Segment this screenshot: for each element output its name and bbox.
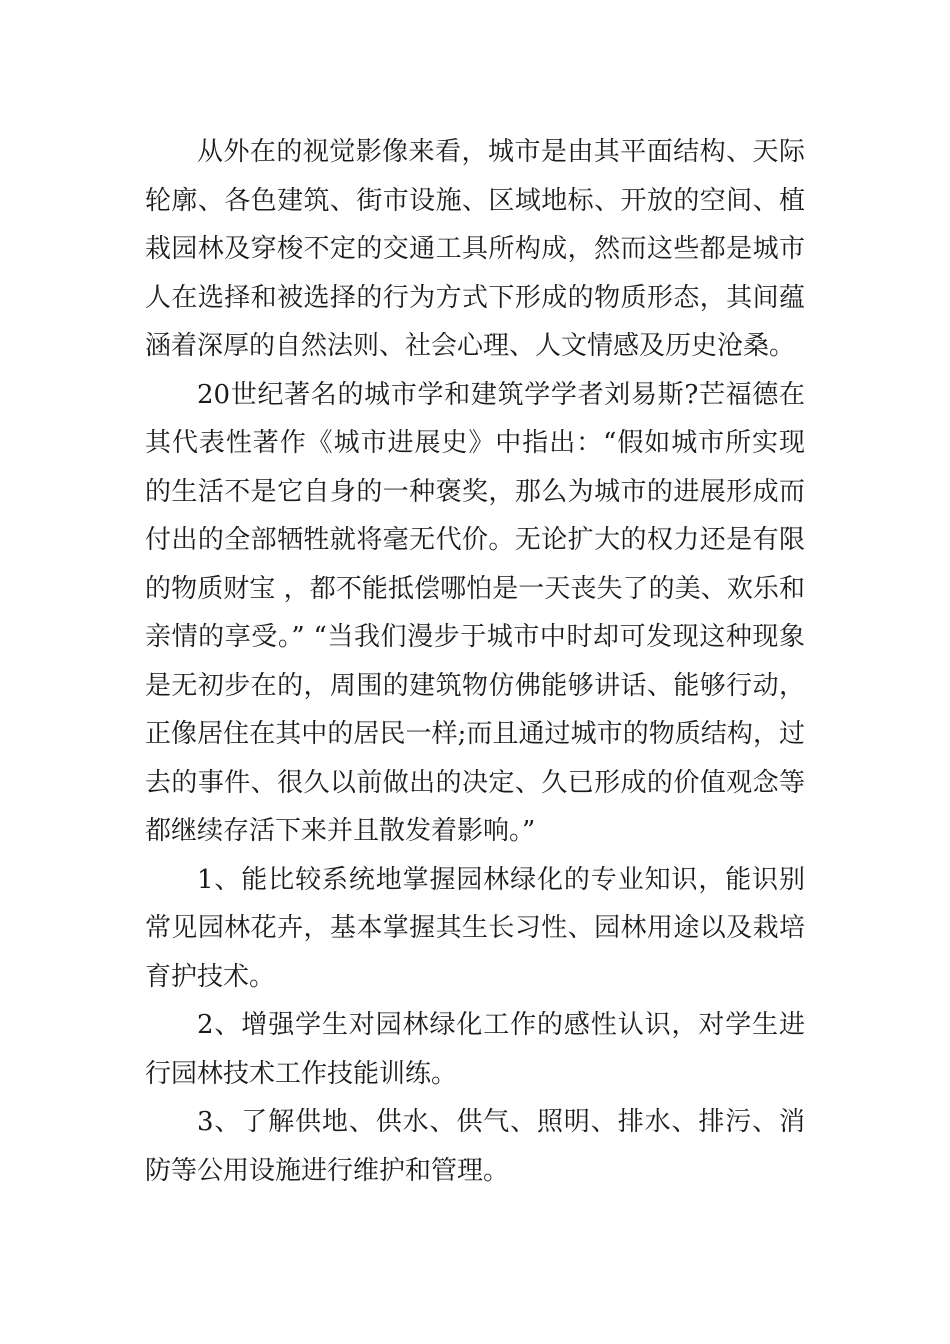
- document-page: [145, 128, 805, 1195]
- paragraph-city-visual-image: 从外在的视觉影像来看，城市是由其平面结构、天际轮廓、各色建筑、街市设施、区域地标、开放的空间、植栽园林及穿梭不定的交通工具所构成，然而这些都是城市人在选择和被选择的行为方式下形成的物质形态，其间蕴涵着深厚的自然法则、社会心理、人文情感及历史沧桑。: [145, 137, 805, 361]
- paragraph-mumford-quote: 20世纪著名的城市学和建筑学学者刘易斯?芒福德在其代表性著作《城市进展史》中指出：“假如城市所实现的生活不是它自身的一种褒奖，那么为城市的进展形成而付出的全部牺牲就将毫无代价。无论扩大的权力还是有限的物质财宝 ，都不能抵偿哪怕是一天丧失了的美、欢乐和亲情的享受。” “当我们漫步于城市中时却可发现这种现象是无初步在的，周围的建筑物仿佛能够讲话、能够行动，正像居住在其中的居民一样;而且通过城市的物质结构，过去的事件、很久以前做出的决定、久已形成的价值观念等都继续存活下来并且散发着影响。”: [145, 379, 805, 846]
- list-item-3-public-facilities: 3、了解供地、供水、供气、照明、排水、排污、消防等公用设施进行维护和管理。: [145, 1107, 805, 1186]
- list-item-1-landscape-knowledge: 1、能比较系统地掌握园林绿化的专业知识，能识别常见园林花卉，基本掌握其生长习性、园林用途以及栽培育护技术。: [145, 864, 805, 992]
- list-item-2-skill-training: 2、增强学生对园林绿化工作的感性认识，对学生进行园林技术工作技能训练。: [145, 1010, 805, 1089]
